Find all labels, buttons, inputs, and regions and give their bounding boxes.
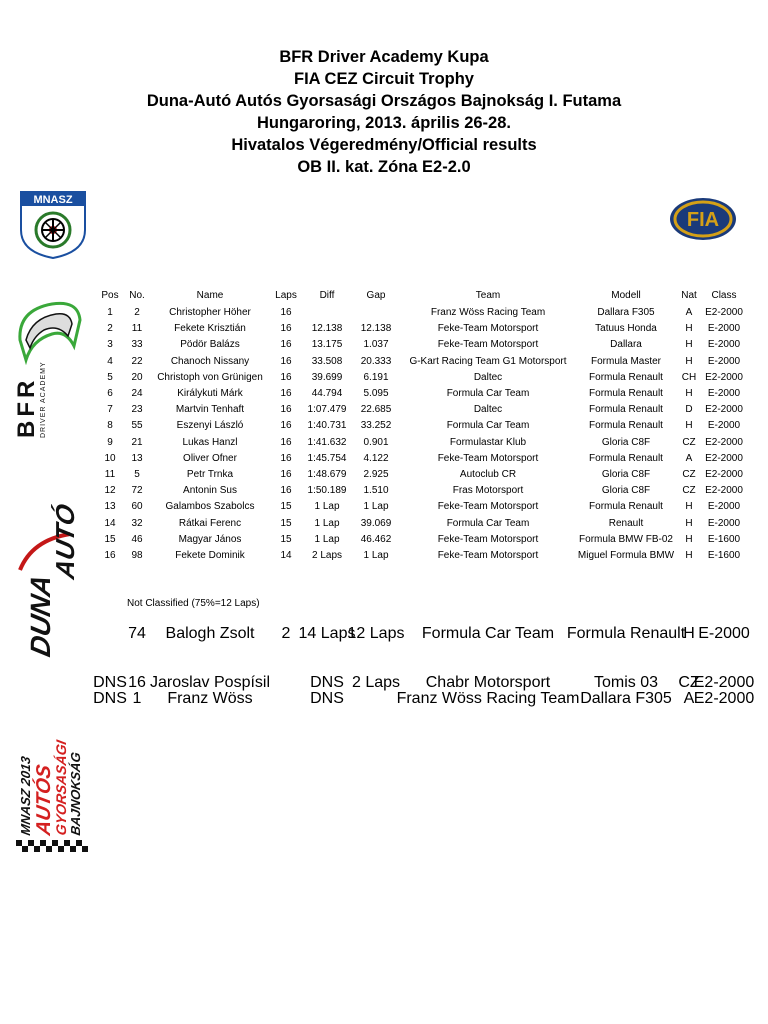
cell-modell: Formula Renault bbox=[589, 501, 663, 513]
cell-name: Balogh Zsolt bbox=[165, 625, 255, 642]
cell-pos: 1 bbox=[107, 307, 113, 318]
cell-pos: 3 bbox=[107, 339, 113, 351]
cell-pos: DNS bbox=[93, 674, 127, 691]
title-line-3: Duna-Autó Autós Gyorsasági Országos Bajnokság I. Futama bbox=[146, 92, 622, 110]
table-row bbox=[0, 321, 768, 337]
table-row bbox=[0, 691, 768, 707]
cell-no: 72 bbox=[131, 485, 143, 497]
cell-team: Autoclub CR bbox=[459, 469, 517, 480]
cell-name: Királykuti Márk bbox=[177, 388, 243, 399]
title-line-6: OB II. kat. Zóna E2-2.0 bbox=[297, 158, 471, 176]
column-header-name: Name bbox=[196, 290, 224, 301]
cell-class: E-2000 bbox=[707, 339, 741, 351]
table-row bbox=[0, 675, 768, 691]
cell-nat: H bbox=[685, 533, 693, 545]
cell-laps: 16 bbox=[280, 371, 292, 383]
title-line-5: Hivatalos Végeredmény/Official results bbox=[231, 136, 537, 154]
cell-gap: 1 Lap bbox=[363, 550, 389, 561]
cell-name: Chanoch Nissany bbox=[170, 355, 250, 367]
cell-team: Daltec bbox=[473, 371, 503, 383]
cell-pos: 13 bbox=[104, 501, 116, 513]
cell-name: Lukas Hanzl bbox=[182, 436, 238, 448]
cell-modell: Gloria C8F bbox=[601, 469, 651, 480]
table-row bbox=[0, 354, 768, 370]
cell-name: Rátkai Ferenc bbox=[178, 517, 242, 529]
cell-team: Feke-Team Motorsport bbox=[437, 452, 539, 464]
title-line-1: BFR Driver Academy Kupa bbox=[279, 48, 489, 66]
column-header-modell: Modell bbox=[611, 290, 641, 301]
column-header-team: Team bbox=[475, 290, 501, 301]
table-row bbox=[0, 516, 768, 532]
cell-gap: 6.191 bbox=[363, 371, 389, 383]
fia-logo bbox=[668, 196, 738, 242]
cell-nat: H bbox=[685, 420, 693, 432]
column-header-diff: Diff bbox=[319, 290, 335, 301]
cell-modell: Formula Renault bbox=[589, 452, 663, 464]
cell-pos: 16 bbox=[104, 550, 116, 561]
cell-name: Petr Trnka bbox=[186, 469, 234, 480]
cell-team: Feke-Team Motorsport bbox=[437, 339, 539, 351]
document-header bbox=[0, 46, 768, 178]
table-row bbox=[0, 532, 768, 548]
cell-name: Fekete Krisztián bbox=[174, 323, 246, 335]
cell-diff: 2 Laps bbox=[311, 550, 343, 561]
cell-name: Magyar János bbox=[178, 533, 242, 545]
cell-diff: 1:41.632 bbox=[307, 436, 347, 448]
cell-modell: Formula Renault bbox=[589, 404, 663, 416]
column-header-nat: Nat bbox=[681, 290, 697, 301]
cell-no: 60 bbox=[131, 501, 143, 513]
cell-pos: 7 bbox=[107, 404, 113, 416]
cell-diff: 1 Lap bbox=[314, 533, 340, 545]
bfr-logo-subtext: DRIVER ACADEMY bbox=[40, 361, 47, 438]
cell-team: Formula Car Team bbox=[421, 625, 555, 642]
cell-class: E-2000 bbox=[707, 355, 741, 367]
table-row bbox=[0, 305, 768, 321]
cell-team: Chabr Motorsport bbox=[425, 674, 551, 691]
cell-gap: 33.252 bbox=[360, 420, 392, 432]
cell-nat: D bbox=[685, 404, 693, 416]
cell-diff: 33.508 bbox=[311, 355, 343, 367]
cell-laps: 16 bbox=[280, 339, 292, 351]
fia-logo-text: FIA bbox=[686, 209, 720, 231]
cell-no: 24 bbox=[131, 388, 143, 399]
cell-modell: Formula Renault bbox=[566, 625, 686, 642]
cell-laps: 15 bbox=[280, 501, 292, 513]
cell-name: Galambos Szabolcs bbox=[165, 501, 255, 513]
cell-gap: 12 Laps bbox=[347, 625, 405, 642]
autos-gyorsasagi-bajnoksag-logo bbox=[14, 700, 90, 860]
cell-pos: 15 bbox=[104, 533, 116, 545]
cell-team: Franz Wöss Racing Team bbox=[396, 690, 580, 707]
cell-diff: DNS bbox=[310, 674, 344, 691]
cell-gap: 2.925 bbox=[363, 469, 389, 480]
cell-diff: 1:45.754 bbox=[307, 452, 347, 464]
cell-diff: 1:48.679 bbox=[307, 469, 347, 480]
cell-diff: 1 Lap bbox=[314, 517, 340, 529]
cell-no: 98 bbox=[131, 550, 143, 561]
column-header-gap: Gap bbox=[366, 290, 386, 301]
cell-laps: 14 bbox=[280, 550, 292, 561]
cell-name: Christopher Höher bbox=[169, 307, 251, 318]
table-row bbox=[0, 337, 768, 353]
cell-class: E2-2000 bbox=[705, 436, 743, 448]
cell-diff: DNS bbox=[310, 690, 344, 707]
title-line-2: FIA CEZ Circuit Trophy bbox=[294, 70, 474, 88]
bajnoksag-logo-line-3: BAJNOKSÁG bbox=[68, 750, 83, 837]
cell-no: 1 bbox=[132, 690, 142, 707]
cell-gap: 1.037 bbox=[363, 339, 389, 351]
cell-diff: 12.138 bbox=[311, 323, 343, 335]
cell-class: E-2000 bbox=[707, 517, 741, 529]
cell-modell: Renault bbox=[608, 517, 644, 529]
cell-class: E2-2000 bbox=[705, 485, 743, 497]
cell-pos: 14 bbox=[104, 517, 116, 529]
cell-laps: 16 bbox=[280, 404, 292, 416]
cell-team: Feke-Team Motorsport bbox=[437, 501, 539, 513]
cell-team: Feke-Team Motorsport bbox=[437, 323, 539, 335]
cell-gap: 1.510 bbox=[363, 485, 389, 497]
table-row bbox=[0, 451, 768, 467]
cell-no: 20 bbox=[131, 371, 143, 383]
mnasz-logo bbox=[18, 190, 88, 260]
cell-diff: 1 Lap bbox=[314, 501, 340, 513]
bfr-logo-text: BFR bbox=[13, 376, 40, 438]
cell-nat: H bbox=[685, 388, 693, 399]
cell-team: Feke-Team Motorsport bbox=[437, 550, 539, 561]
cell-class: E-2000 bbox=[707, 323, 741, 335]
cell-team: Feke-Team Motorsport bbox=[437, 533, 539, 545]
cell-no: 55 bbox=[131, 420, 143, 432]
cell-diff: 1:50.189 bbox=[307, 485, 347, 497]
cell-name: Pödör Balázs bbox=[180, 339, 240, 351]
cell-nat: H bbox=[685, 517, 693, 529]
cell-pos: 10 bbox=[104, 452, 116, 464]
cell-diff: 1:40.731 bbox=[307, 420, 347, 432]
table-row bbox=[0, 435, 768, 451]
cell-modell: Tomis 03 bbox=[593, 674, 659, 691]
cell-diff: 13.175 bbox=[311, 339, 343, 351]
cell-nat: CZ bbox=[678, 674, 700, 691]
cell-class: E-2000 bbox=[707, 388, 741, 399]
cell-nat: CZ bbox=[682, 469, 696, 480]
cell-laps: 16 bbox=[280, 485, 292, 497]
table-row bbox=[0, 548, 768, 564]
cell-laps: 16 bbox=[280, 436, 292, 448]
cell-class: E2-2000 bbox=[693, 690, 755, 707]
cell-team: Formula Car Team bbox=[446, 517, 530, 529]
column-header-class: Class bbox=[711, 290, 737, 301]
cell-nat: A bbox=[685, 307, 693, 318]
cell-pos: 11 bbox=[104, 469, 116, 480]
column-header-no: No. bbox=[129, 290, 145, 301]
cell-modell: Formula Master bbox=[590, 355, 662, 367]
cell-gap: 1 Lap bbox=[363, 501, 389, 513]
cell-no: 32 bbox=[131, 517, 143, 529]
table-row bbox=[0, 467, 768, 483]
cell-modell: Formula Renault bbox=[589, 371, 663, 383]
cell-pos: 2 bbox=[107, 323, 113, 335]
cell-class: E-2000 bbox=[698, 625, 750, 642]
cell-nat: CH bbox=[681, 371, 697, 383]
cell-modell: Dallara bbox=[610, 339, 642, 351]
cell-class: E2-2000 bbox=[705, 371, 743, 383]
cell-pos: 4 bbox=[107, 355, 113, 367]
cell-name: Jaroslav Pospísil bbox=[149, 674, 271, 691]
cell-modell: Formula BMW FB-02 bbox=[579, 533, 673, 545]
cell-class: E-1600 bbox=[707, 550, 741, 561]
cell-pos: 9 bbox=[107, 436, 113, 448]
cell-laps: 16 bbox=[280, 469, 292, 480]
cell-team: Formulastar Klub bbox=[449, 436, 527, 448]
table-row bbox=[0, 499, 768, 515]
cell-laps: 15 bbox=[280, 517, 292, 529]
cell-diff: 14 Laps bbox=[298, 625, 356, 642]
table-row bbox=[0, 483, 768, 499]
cell-laps: 16 bbox=[280, 388, 292, 399]
cell-nat: CZ bbox=[682, 485, 696, 497]
cell-team: Fras Motorsport bbox=[452, 485, 524, 497]
cell-class: E2-2000 bbox=[705, 469, 743, 480]
cell-class: E-2000 bbox=[707, 501, 741, 513]
table-row bbox=[0, 626, 768, 642]
cell-modell: Formula Renault bbox=[589, 388, 663, 399]
cell-class: E2-2000 bbox=[705, 452, 743, 464]
cell-class: E-2000 bbox=[707, 420, 741, 432]
cell-laps: 2 bbox=[281, 625, 291, 642]
cell-no: 21 bbox=[131, 436, 143, 448]
cell-modell: Formula Renault bbox=[589, 420, 663, 432]
cell-team: G-Kart Racing Team G1 Motorsport bbox=[409, 355, 567, 367]
cell-nat: A bbox=[683, 690, 695, 707]
cell-no: 33 bbox=[131, 339, 143, 351]
duna-logo-text: DUNA bbox=[24, 571, 56, 660]
cell-modell: Miguel Formula BMW bbox=[577, 550, 675, 561]
cell-pos: 8 bbox=[107, 420, 113, 432]
cell-no: 46 bbox=[131, 533, 143, 545]
cell-modell: Dallara F305 bbox=[597, 307, 655, 318]
mnasz-logo-text: MNASZ bbox=[33, 194, 73, 206]
cell-team: Daltec bbox=[473, 404, 503, 416]
cell-laps: 15 bbox=[280, 533, 292, 545]
cell-nat: H bbox=[685, 355, 693, 367]
cell-name: Martvin Tenhaft bbox=[175, 404, 245, 416]
table-row bbox=[0, 418, 768, 434]
table-row bbox=[0, 386, 768, 402]
cell-name: Antonin Sus bbox=[183, 485, 237, 497]
table-header-row bbox=[0, 288, 768, 304]
cell-modell: Dallara F305 bbox=[580, 690, 672, 707]
cell-diff: 1:07.479 bbox=[307, 404, 347, 416]
cell-laps: 16 bbox=[280, 323, 292, 335]
column-header-pos: Pos bbox=[101, 290, 119, 301]
cell-gap: 20.333 bbox=[360, 355, 392, 367]
bajnoksag-logo-line-2: GYORSASÁGI bbox=[53, 738, 69, 837]
bajnoksag-logo-year: MNASZ 2013 bbox=[18, 755, 33, 837]
cell-no: 2 bbox=[134, 307, 140, 318]
cell-laps: 16 bbox=[280, 420, 292, 432]
cell-pos: 12 bbox=[104, 485, 116, 497]
cell-team: Franz Wöss Racing Team bbox=[430, 307, 546, 318]
cell-diff: 39.699 bbox=[311, 371, 343, 383]
cell-laps: 16 bbox=[280, 355, 292, 367]
cell-nat: H bbox=[685, 550, 693, 561]
cell-nat: H bbox=[685, 323, 693, 335]
cell-gap: 46.462 bbox=[360, 533, 392, 545]
cell-nat: H bbox=[685, 339, 693, 351]
cell-name: Eszenyi László bbox=[176, 420, 244, 432]
cell-team: Formula Car Team bbox=[446, 388, 530, 399]
title-line-4: Hungaroring, 2013. április 26-28. bbox=[256, 114, 511, 132]
cell-nat: H bbox=[683, 625, 695, 642]
table-row bbox=[0, 402, 768, 418]
cell-team: Formula Car Team bbox=[446, 420, 530, 432]
cell-name: Fekete Dominik bbox=[175, 550, 245, 561]
cell-class: E2-2000 bbox=[705, 307, 743, 318]
cell-no: 16 bbox=[128, 674, 146, 691]
cell-no: 23 bbox=[131, 404, 143, 416]
cell-pos: 6 bbox=[107, 388, 113, 399]
cell-gap: 39.069 bbox=[360, 517, 392, 529]
cell-no: 22 bbox=[131, 355, 143, 367]
cell-nat: A bbox=[685, 452, 693, 464]
cell-class: E-1600 bbox=[707, 533, 741, 545]
cell-class: E2-2000 bbox=[705, 404, 743, 416]
cell-laps: 16 bbox=[280, 307, 292, 318]
cell-modell: Gloria C8F bbox=[601, 436, 651, 448]
cell-gap: 22.685 bbox=[360, 404, 392, 416]
cell-name: Oliver Ofner bbox=[183, 452, 237, 464]
cell-pos: 5 bbox=[107, 371, 113, 383]
cell-modell: Gloria C8F bbox=[601, 485, 651, 497]
cell-gap: 4.122 bbox=[363, 452, 389, 464]
bajnoksag-logo-line-1: AUTÓS bbox=[33, 763, 55, 837]
cell-pos: DNS bbox=[93, 690, 127, 707]
table-row bbox=[0, 370, 768, 386]
cell-no: 11 bbox=[131, 323, 143, 335]
cell-no: 13 bbox=[131, 452, 143, 464]
cell-name: Christoph von Grünigen bbox=[157, 371, 263, 383]
cell-gap: 0.901 bbox=[363, 436, 389, 448]
cell-laps: 16 bbox=[280, 452, 292, 464]
cell-gap: 5.095 bbox=[363, 388, 389, 399]
cell-gap: 12.138 bbox=[360, 323, 392, 335]
cell-diff: 44.794 bbox=[311, 388, 343, 399]
not-classified-title: Not Classified (75%=12 Laps) bbox=[127, 598, 260, 609]
cell-nat: CZ bbox=[682, 436, 696, 448]
cell-name: Franz Wöss bbox=[167, 690, 253, 707]
column-header-laps: Laps bbox=[275, 290, 297, 301]
cell-no: 5 bbox=[134, 469, 140, 480]
cell-modell: Tatuus Honda bbox=[595, 323, 657, 335]
cell-nat: H bbox=[685, 501, 693, 513]
cell-no: 74 bbox=[128, 625, 146, 642]
auto-logo-text: AUTÓ bbox=[50, 501, 80, 582]
cell-gap: 2 Laps bbox=[351, 674, 401, 691]
cell-class: E2-2000 bbox=[693, 674, 755, 691]
